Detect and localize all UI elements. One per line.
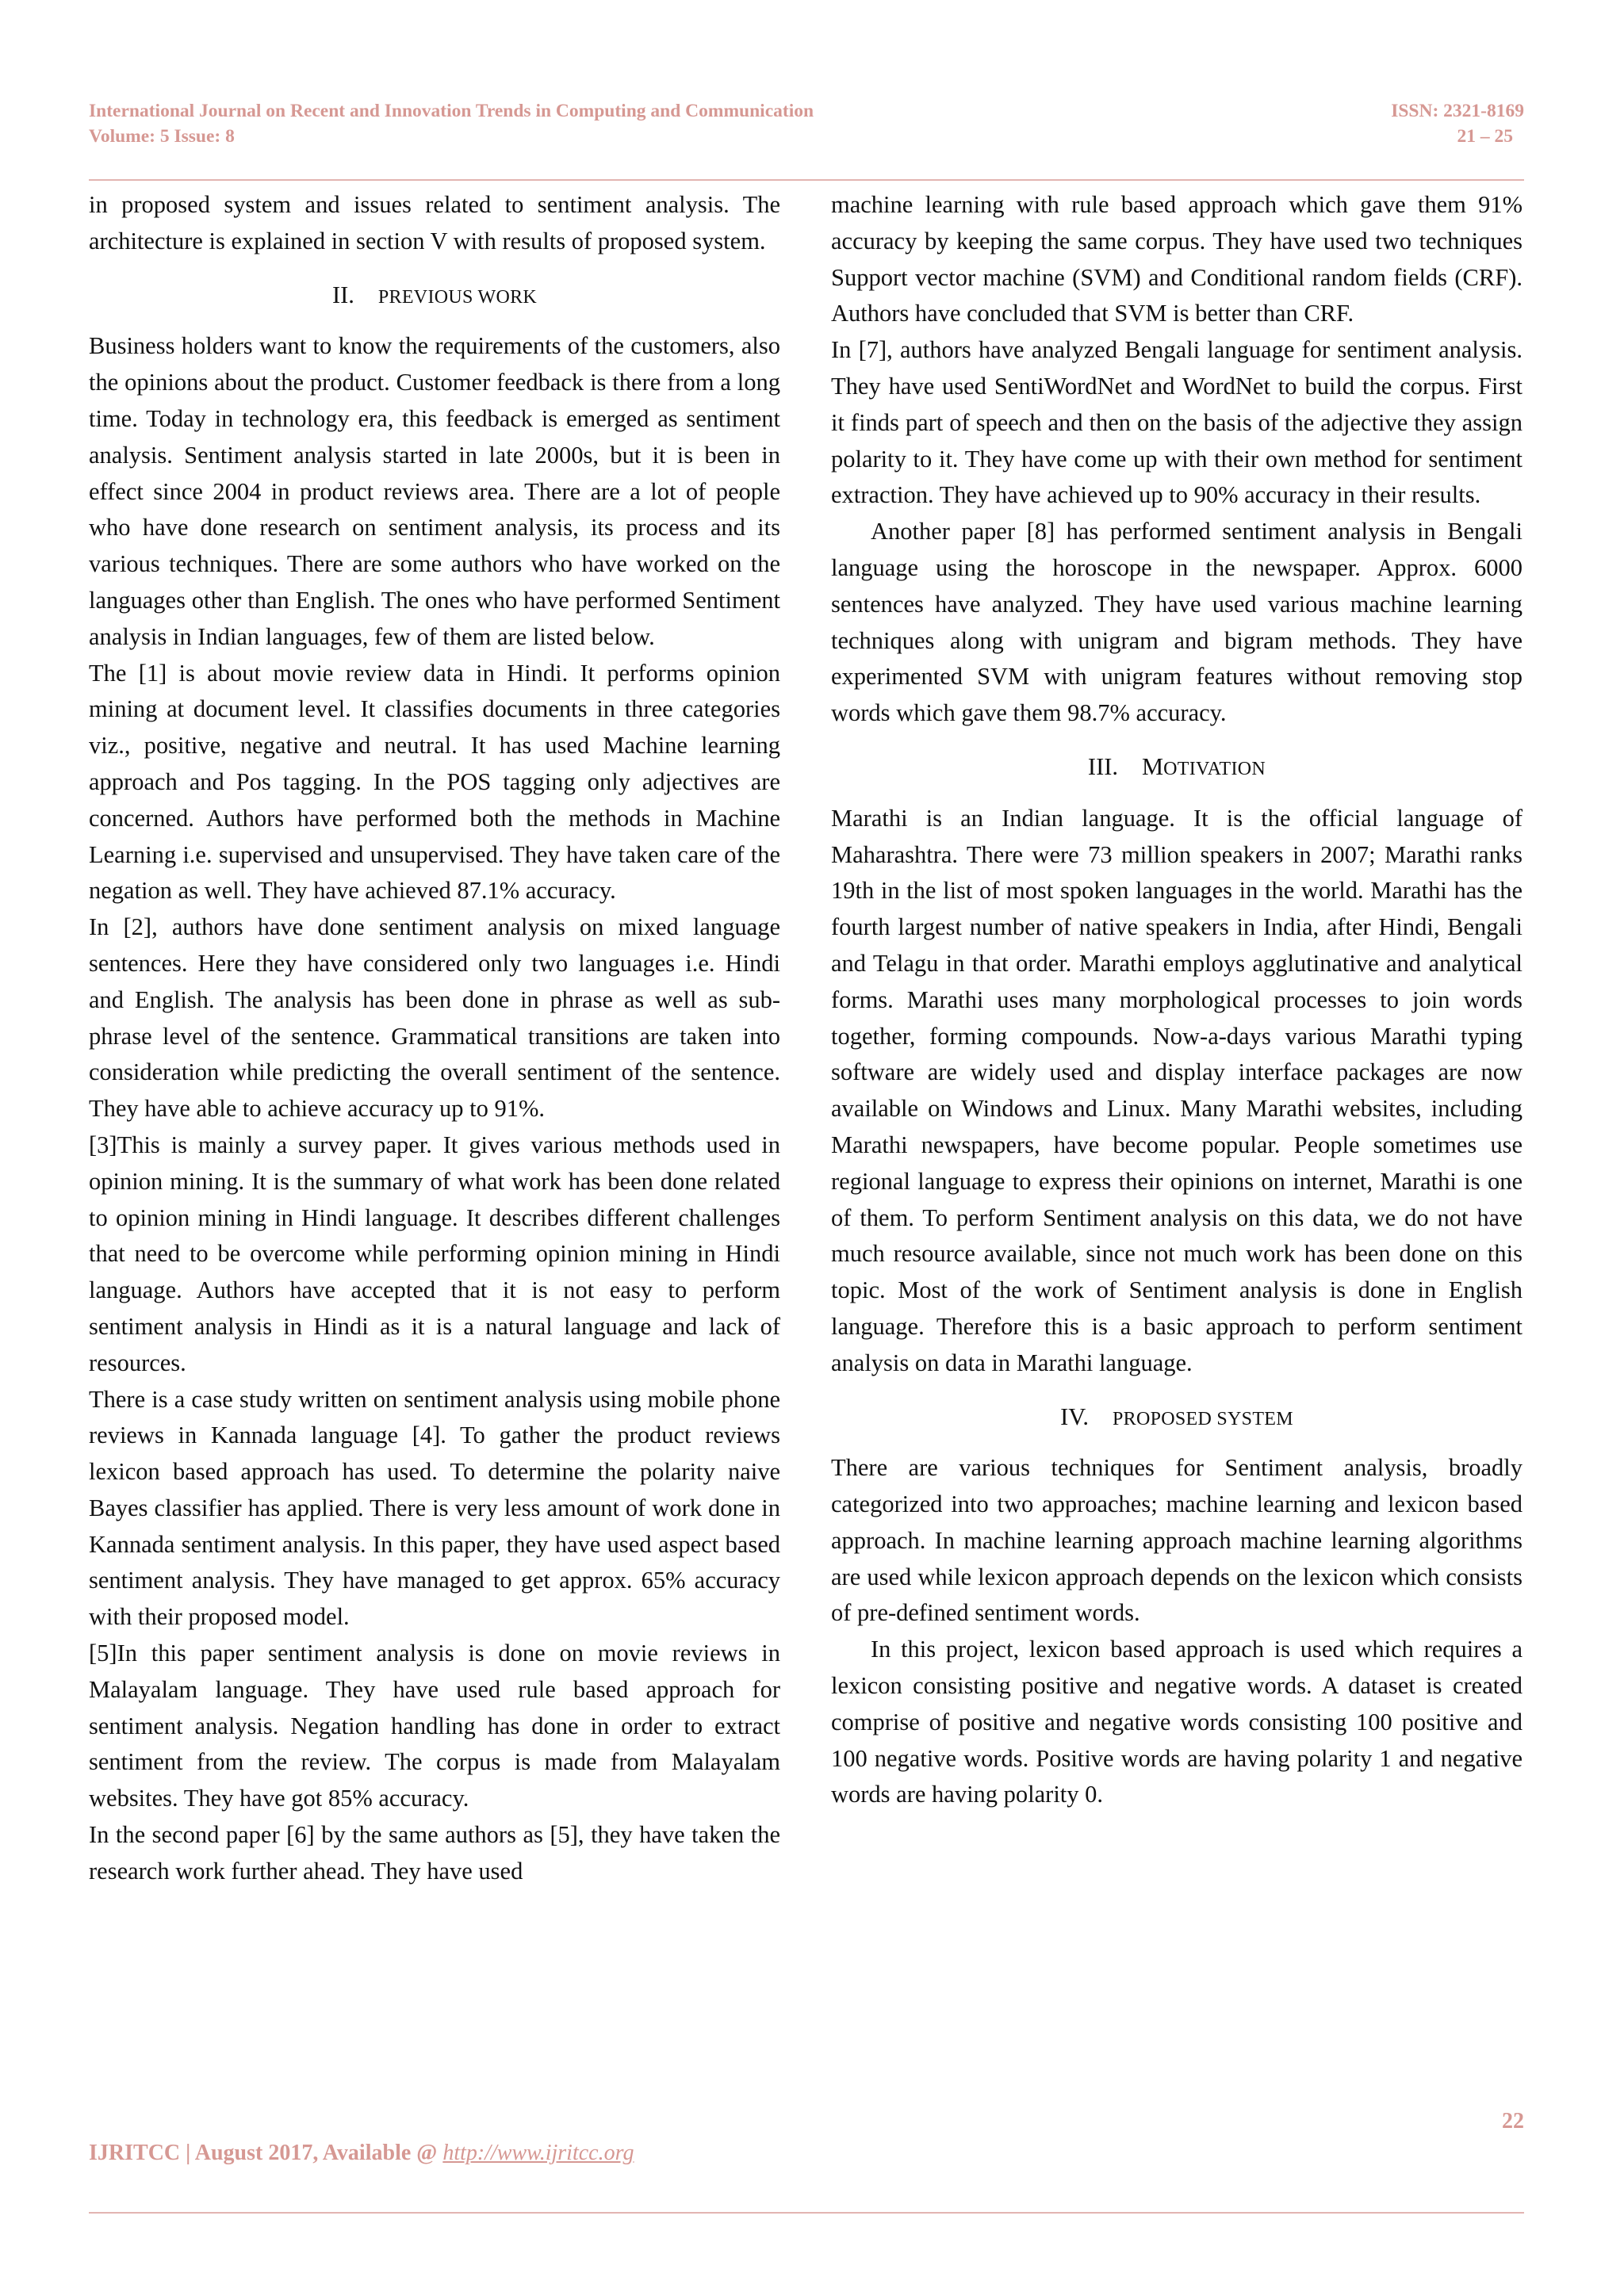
journal-link[interactable]: http://www.ijritcc.org xyxy=(442,2141,634,2165)
paragraph: In this project, lexicon based approach is used which requires a lexicon consisting positive and negative words. A dataset is created comprise of positive and negative words consisting 100 positive and 100 negative words. Positive words are having polarity 1 and negative words are having polarity 0. xyxy=(831,1636,1522,1808)
paragraph: In [2], authors have done sentiment analysis on mixed language sentences. Here they have considered only two languages i.e. Hindi and English. The analysis has been done in phrase as well as sub-phrase level of the sentence. Grammatical transitions are taken into consideration while predicting the overall sentiment of the sentence. They have able to achieve accuracy up to 91%. xyxy=(89,913,780,1123)
paragraph: in proposed system and issues related to sentiment analysis. The architecture is explained in section V with results of proposed system. xyxy=(89,191,780,254)
section-heading-motivation xyxy=(831,749,1522,788)
section-heading-previous-work xyxy=(89,277,780,316)
section-number: III. xyxy=(1087,752,1119,780)
paragraph: There are various techniques for Sentiment analysis, broadly categorized into two approaches; machine learning and lexicon based approach. In machine learning approach machine learning algorithms are used while lexicon approach depends on the lexicon which consists of pre-defined sentiment words. xyxy=(831,1454,1522,1627)
paragraph: The [1] is about movie review data in Hindi. It performs opinion mining at document level. It classifies documents in three categories viz., positive, negative and neutral. It has used Machine learning approach and Pos tagging. In the POS tagging only adjectives are concerned. Authors have performed both the methods in Machine Learning i.e. supervised and unsupervised. They have taken care of the negation as well. They have achieved 87.1% accuracy. xyxy=(89,659,780,905)
paragraph: Marathi is an Indian language. It is the official language of Maharashtra. There were 73 million speakers in 2007; Marathi ranks 19th in the list of most spoken languages in the world. Marathi has the fourth largest number of native speakers in India, after Hindi, Bengali and Telagu in that order. Marathi employs agglutinative and analytical forms. Marathi uses many morphological processes to join words together, forming compounds. Now-a-days various Marathi typing software are widely used and display interface packages are now available on Windows and Linux. Many Marathi websites, including Marathi newspapers, have become popular. People sometimes use regional language to express their opinions on internet, Marathi is one of them. To perform Sentiment analysis on this data, we do not have much resource available, since not much work has been done on this topic. Most of the work of Sentiment analysis is done in English language. Therefore this is a basic approach to perform sentiment analysis on data in Marathi language. xyxy=(831,804,1522,1376)
paragraph: Another paper [8] has performed sentiment analysis in Bengali language using the horoscope in the newspaper. Approx. 6000 sentences have analyzed. They have used various machine learning techniques along with unigram and bigram methods. They have experimented SVM with unigram features without removing stop words which gave them 98.7% accuracy. xyxy=(831,518,1522,727)
paragraph: Business holders want to know the requirements of the customers, also the opinions about the product. Customer feedback is there from a long time. Today in technology era, this feedback is emerged as sentiment analysis. Sentiment analysis started in late 2000s, but it is been in effect since 2004 in product reviews area. There are a lot of people who have done research on sentiment analysis, its process and its various techniques. There are some authors who have worked on the languages other than English. The ones who have performed Sentiment analysis in Indian languages, few of them are listed below. xyxy=(89,332,780,650)
paragraph: There is a case study written on sentiment analysis using mobile phone reviews in Kannada language [4]. To gather the product reviews lexicon based approach has used. To determine the polarity naive Bayes classifier has applied. There is very less amount of work done in Kannada sentiment analysis. In this paper, they have used aspect based sentiment analysis. They have managed to get approx. 65% accuracy with their proposed model. xyxy=(89,1385,780,1631)
header-rule xyxy=(89,179,1524,181)
footer-rule xyxy=(89,2212,1524,2214)
volume-issue: Volume: 5 Issue: 8 xyxy=(89,126,235,147)
right-column xyxy=(831,187,1522,1813)
journal-title: International Journal on Recent and Innovation Trends in Computing and Communication xyxy=(89,101,814,121)
issn: ISSN: 2321-8169 xyxy=(1391,101,1524,121)
footer xyxy=(89,2141,634,2166)
section-heading-proposed-system xyxy=(831,1399,1522,1438)
section-number: IV. xyxy=(1060,1402,1089,1430)
section-title-rest: OTIVATION xyxy=(1163,758,1266,779)
section-title: PROPOSED SYSTEM xyxy=(1112,1408,1293,1429)
paragraph: machine learning with rule based approach which gave them 91% accuracy by keeping the same corpus. They have used two techniques Support vector machine (SVM) and Conditional random fields (CRF). Authors have concluded that SVM is better than CRF. xyxy=(831,191,1522,327)
left-column xyxy=(89,187,780,1890)
running-header xyxy=(89,98,1524,149)
section-number: II. xyxy=(331,281,354,308)
paragraph: [3]This is mainly a survey paper. It gives various methods used in opinion mining. It is the summary of what work has been done related to opinion mining in Hindi language. It describes different challenges that need to be overcome while performing opinion mining in Hindi language. Authors have accepted that it is not easy to perform sentiment analysis in Hindi as it is a natural language and lack of resources. xyxy=(89,1131,780,1376)
section-title: PREVIOUS WORK xyxy=(377,286,538,308)
paragraph: In the second paper [6] by the same authors as [5], they have taken the research work further ahead. They have used xyxy=(89,1821,780,1885)
footer-text: IJRITCC | August 2017, Available @ xyxy=(89,2141,443,2165)
page-number: 22 xyxy=(1502,2109,1524,2133)
section-title-initial: M xyxy=(1142,752,1164,780)
paragraph: [5]In this paper sentiment analysis is done on movie reviews in Malayalam language. They have used rule based approach for sentiment analysis. Negation handling has done in order to extract sentiment from the review. The corpus is made from Malayalam websites. They have got 85% accuracy. xyxy=(89,1640,780,1812)
page-range: 21 – 25 xyxy=(1457,126,1513,147)
paragraph: In [7], authors have analyzed Bengali language for sentiment analysis. They have used SentiWordNet and WordNet to build the corpus. First it finds part of speech and then on the basis of the adjective they assign polarity to it. They have come up with their own method for sentiment extraction. They have achieved up to 90% accuracy in their results. xyxy=(831,336,1522,509)
